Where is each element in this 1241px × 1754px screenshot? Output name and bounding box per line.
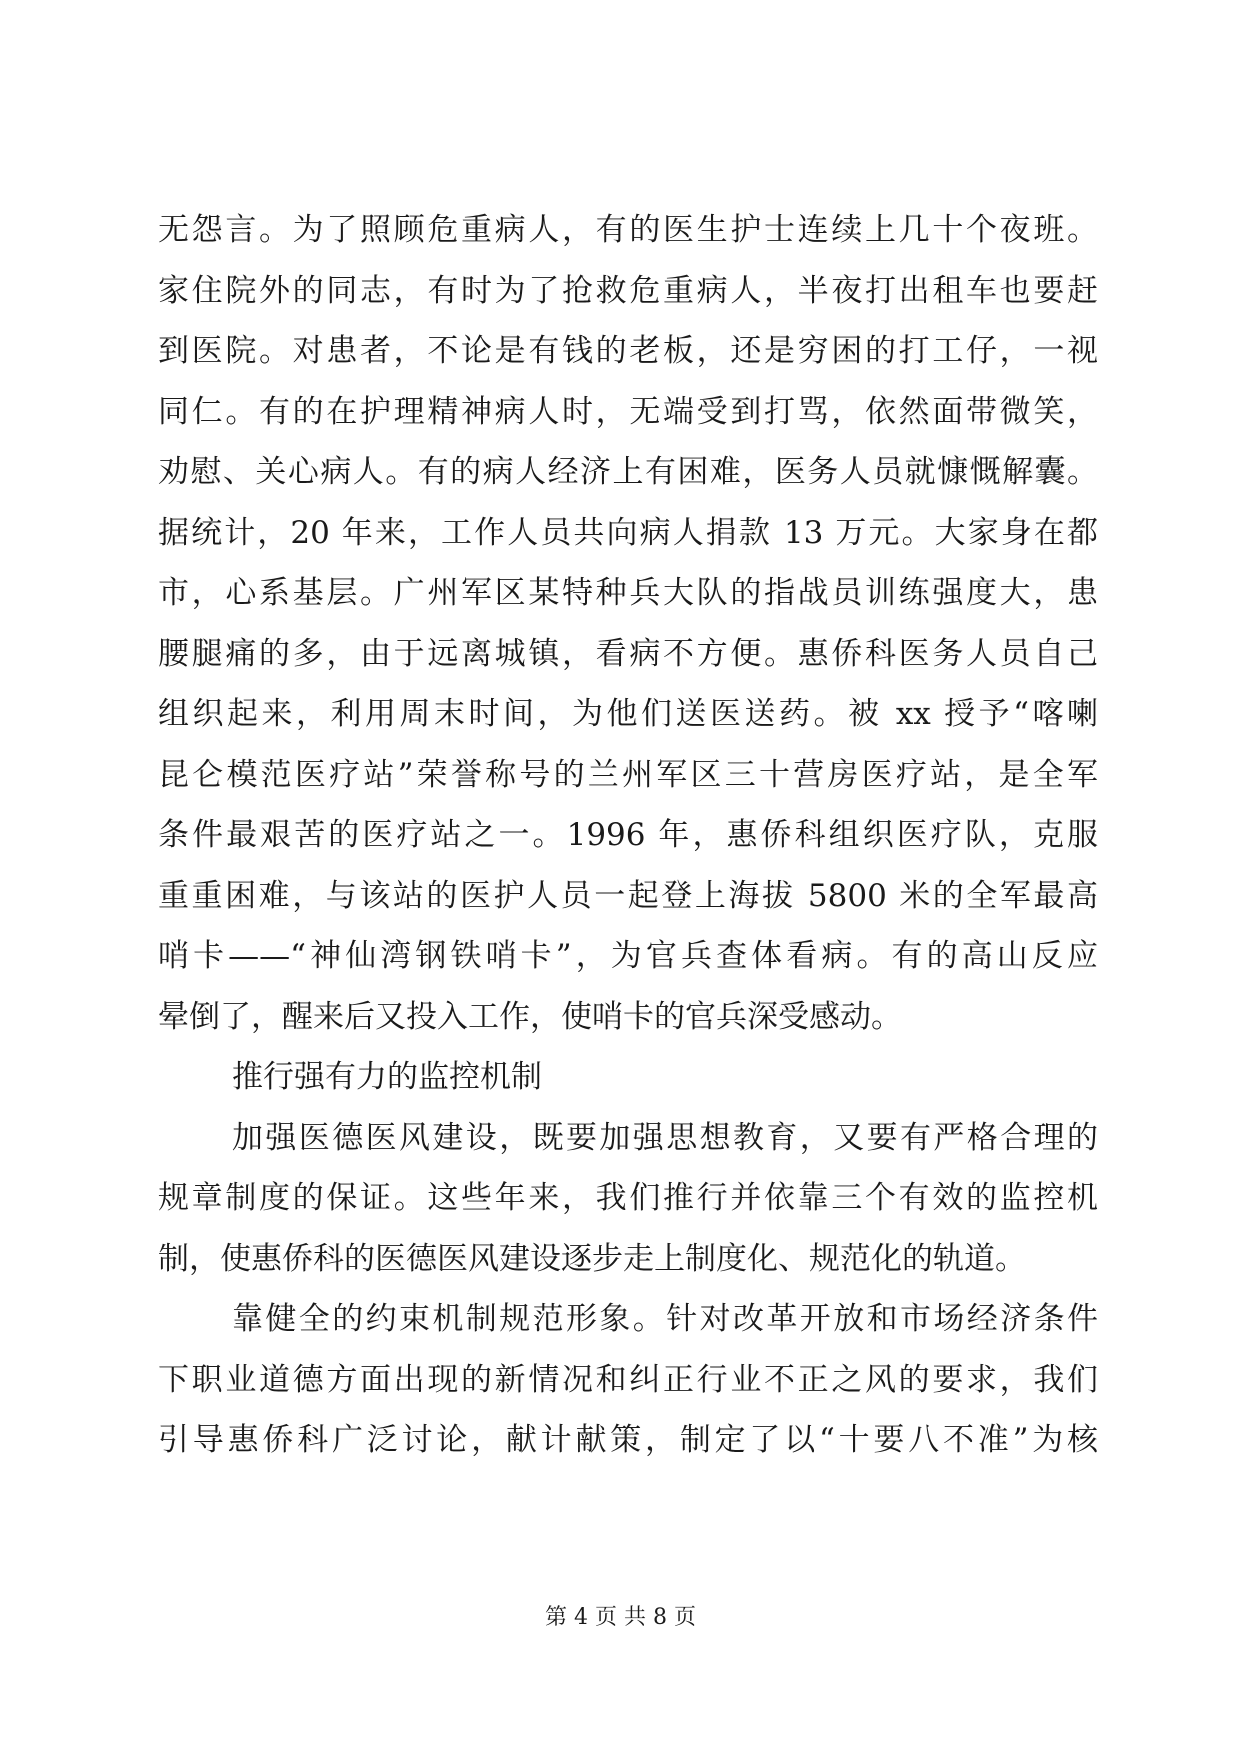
text-line: 劝慰、关心病人。有的病人经济上有困难，医务人员就慷慨解囊。 bbox=[158, 454, 1098, 490]
text-line: 引导惠侨科广泛讨论，献计献策，制定了以“十要八不准”为核 bbox=[158, 1422, 1098, 1458]
text-line: 无怨言。为了照顾危重病人，有的医生护士连续上几十个夜班。 bbox=[158, 212, 1098, 248]
text-line: 规章制度的保证。这些年来，我们推行并依靠三个有效的监控机 bbox=[158, 1180, 1098, 1216]
text-line: 下职业道德方面出现的新情况和纠正行业不正之风的要求，我们 bbox=[158, 1361, 1098, 1398]
text-line: 市，心系基层。广州军区某特种兵大队的指战员训练强度大，患 bbox=[158, 575, 1098, 611]
page-footer bbox=[0, 1604, 1241, 1632]
text-line: 重重困难，与该站的医护人员一起登上海拔 5800 米的全军最高 bbox=[158, 877, 1098, 914]
text-line: 腰腿痛的多，由于远离城镇，看病不方便。惠侨科医务人员自己 bbox=[158, 635, 1098, 672]
body-text bbox=[158, 200, 1098, 1471]
text-line: 条件最艰苦的医疗站之一。1996 年，惠侨科组织医疗队，克服 bbox=[158, 817, 1098, 853]
text-line: 晕倒了，醒来后又投入工作，使哨卡的官兵深受感动。 bbox=[158, 998, 902, 1035]
text-line: 靠健全的约束机制规范形象。针对改革开放和市场经济条件 bbox=[232, 1301, 1098, 1337]
text-line: 加强医德医风建设，既要加强思想教育，又要有严格合理的 bbox=[232, 1119, 1098, 1156]
page-number-label: 第 4 页 共 8 页 bbox=[545, 1605, 696, 1630]
text-line: 同仁。有的在护理精神病人时，无端受到打骂，依然面带微笑， bbox=[158, 393, 1098, 430]
text-line: 组织起来，利用周末时间，为他们送医送药。被 xx 授予“喀喇 bbox=[158, 696, 1098, 732]
text-line: 家住院外的同志，有时为了抢救危重病人，半夜打出租车也要赶 bbox=[158, 272, 1098, 309]
text-line: 哨卡——“神仙湾钢铁哨卡”，为官兵查体看病。有的高山反应 bbox=[158, 938, 1098, 974]
text-line: 到医院。对患者，不论是有钱的老板，还是穷困的打工仔，一视 bbox=[158, 333, 1098, 369]
text-line: 据统计，20 年来，工作人员共向病人捐款 13 万元。大家身在都 bbox=[158, 514, 1098, 551]
section-heading: 推行强有力的监控机制 bbox=[232, 1059, 542, 1095]
text-line: 昆仑模范医疗站”荣誉称号的兰州军区三十营房医疗站，是全军 bbox=[158, 756, 1098, 793]
text-line: 制，使惠侨科的医德医风建设逐步走上制度化、规范化的轨道。 bbox=[158, 1240, 1026, 1277]
